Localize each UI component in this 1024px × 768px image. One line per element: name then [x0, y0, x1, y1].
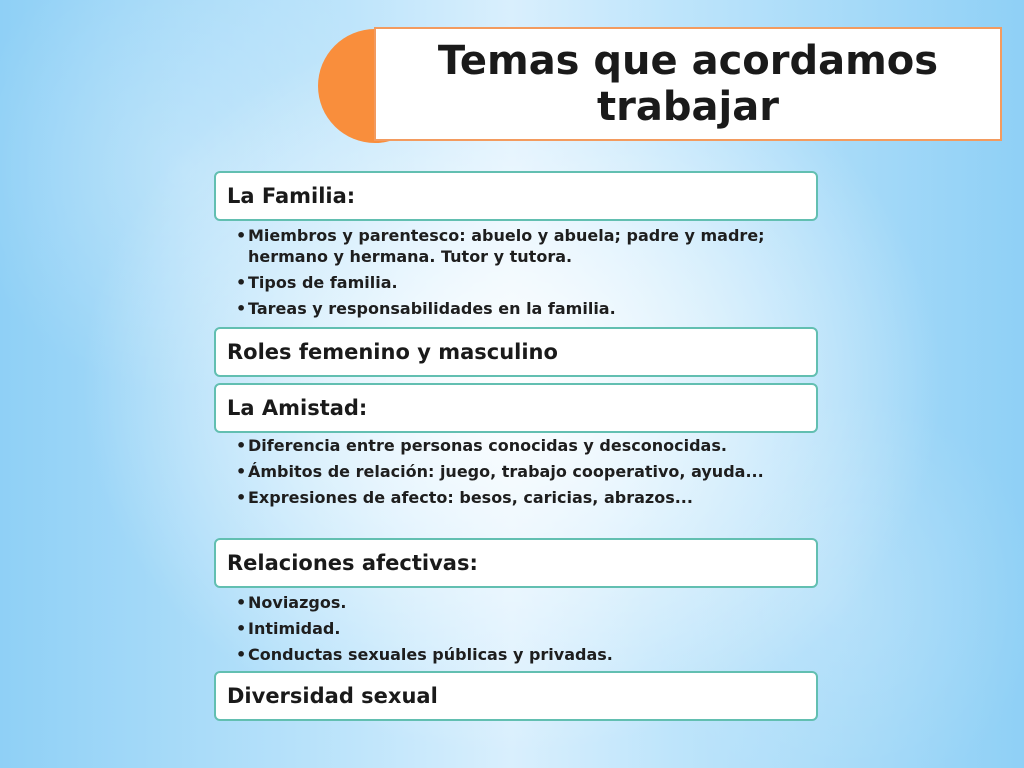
section-box-familia: [214, 171, 818, 221]
bullet-list-familia: [236, 225, 796, 324]
bullet-dot: •: [236, 593, 247, 612]
bullet-dot: •: [236, 273, 247, 292]
bullet-item: • Miembros y parentesco: abuelo y abuela; padre y madre; hermano y hermana. Tutor y tutora.: [236, 226, 765, 266]
slide-title: Temas que acordamos trabajar: [437, 38, 939, 130]
bullet-dot: •: [236, 299, 247, 318]
bullet-list-relaciones: [236, 592, 796, 670]
bullet-dot: •: [236, 462, 247, 481]
section-title-amistad: La Amistad:: [227, 396, 368, 420]
bullet-item: • Tareas y responsabilidades en la familia.: [236, 299, 616, 318]
title-box: [374, 27, 1002, 141]
section-title-roles: Roles femenino y masculino: [227, 340, 558, 364]
section-title-diversidad: Diversidad sexual: [227, 684, 438, 708]
slide-title-banner: [318, 27, 1006, 143]
section-box-relaciones: [214, 538, 818, 588]
bullet-dot: •: [236, 645, 247, 664]
bullet-item: • Tipos de familia.: [236, 273, 398, 292]
bullet-dot: •: [236, 619, 247, 638]
bullet-dot: •: [236, 488, 247, 507]
section-title-familia: La Familia:: [227, 184, 356, 208]
bullet-item: • Expresiones de afecto: besos, caricias, abrazos...: [236, 488, 693, 507]
bullet-list-amistad: [236, 435, 796, 513]
section-box-diversidad: [214, 671, 818, 721]
section-box-amistad: [214, 383, 818, 433]
section-box-roles: [214, 327, 818, 377]
section-title-relaciones: Relaciones afectivas:: [227, 551, 478, 575]
bullet-item: • Diferencia entre personas conocidas y desconocidas.: [236, 436, 727, 455]
bullet-item: • Ámbitos de relación: juego, trabajo cooperativo, ayuda...: [236, 462, 764, 481]
bullet-dot: •: [236, 436, 247, 455]
bullet-item: • Noviazgos.: [236, 593, 347, 612]
bullet-item: • Intimidad.: [236, 619, 341, 638]
bullet-dot: •: [236, 226, 247, 245]
bullet-item: • Conductas sexuales públicas y privadas.: [236, 645, 613, 664]
